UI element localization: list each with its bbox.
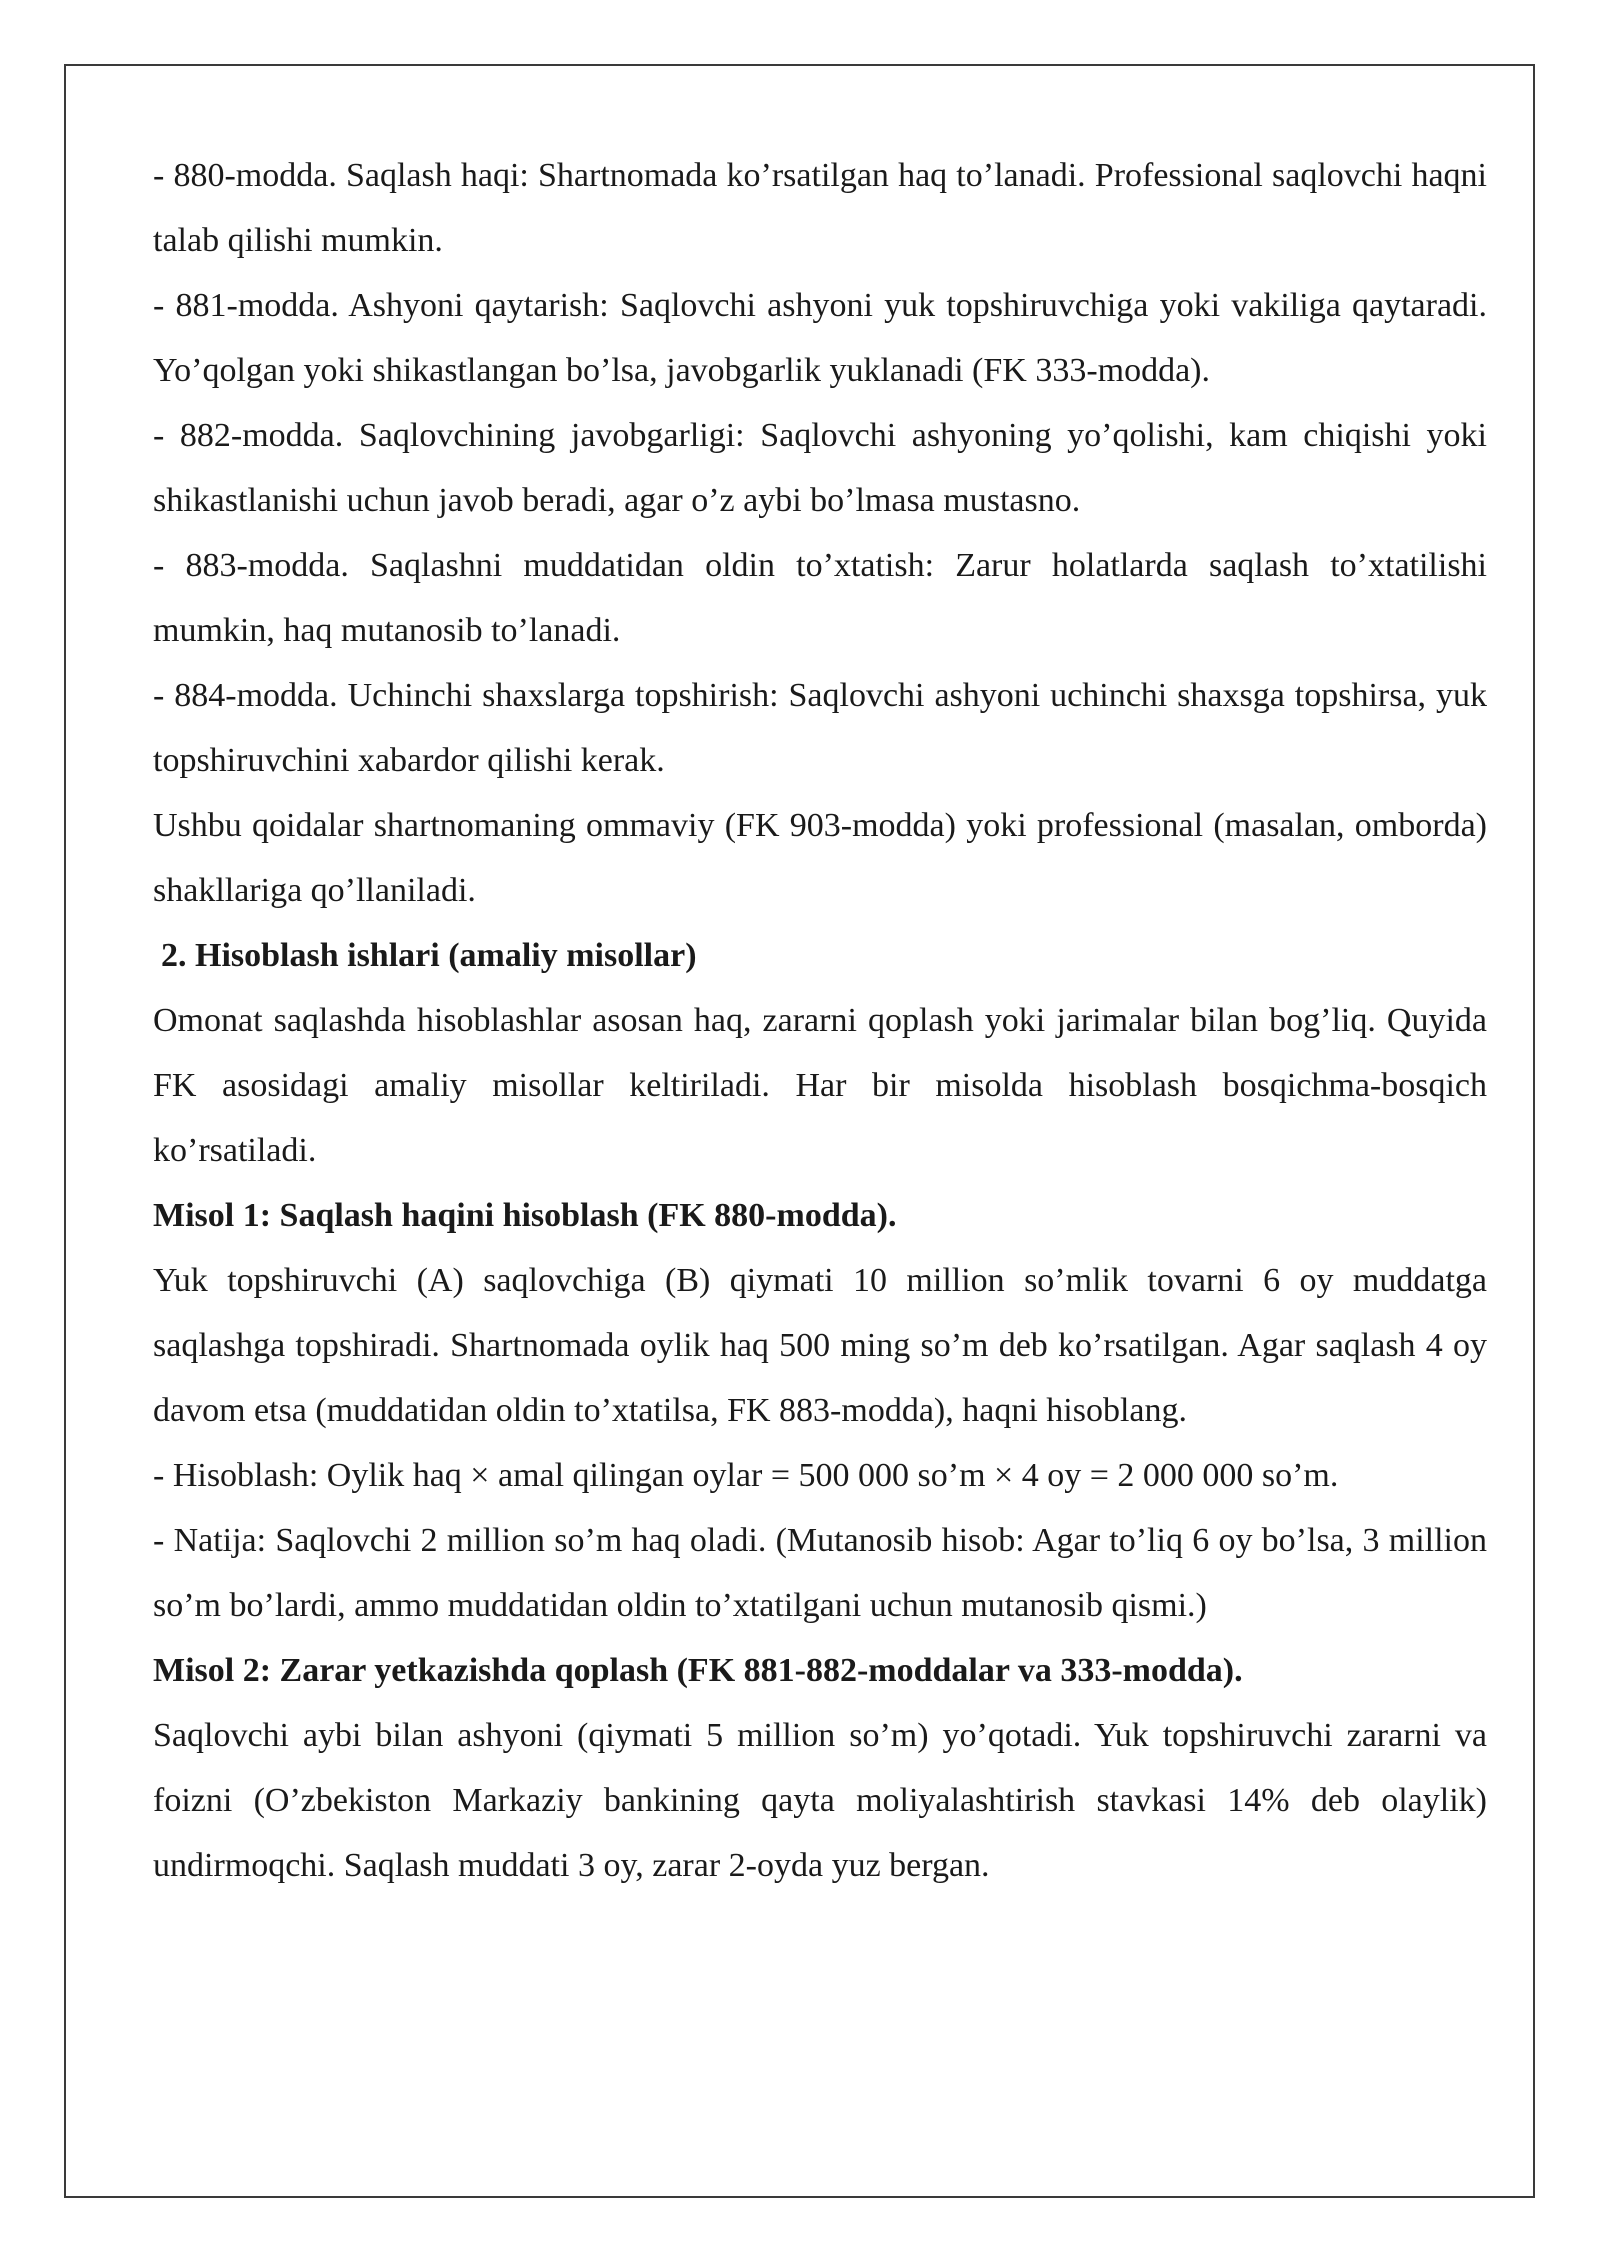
example-1-problem: Yuk topshiruvchi (A) saqlovchiga (B) qiymati 10 million so’mlik tovarni 6 oy muddatga saqlashga topshiradi. Shartnomada oylik haq 500 ming so’m deb ko’rsatilgan. Agar saqlash 4 oy davom etsa (muddatidan oldin to’xtatilsa, FK 883-modda), haqni hisoblang. [153, 1262, 1487, 1429]
paragraph-article-880: - 880-modda. Saqlash haqi: Shartnomada ko’rsatilgan haq to’lanadi. Professional saqlovchi haqni talab qilishi mumkin. [153, 157, 1487, 259]
paragraph-article-884: - 884-modda. Uchinchi shaxslarga topshirish: Saqlovchi ashyoni uchinchi shaxsga topshirsa, yuk topshiruvchini xabardor qilishi kerak. [153, 677, 1487, 779]
example-2-heading: Misol 2: Zarar yetkazishda qoplash (FK 881-882-moddalar va 333-modda). [153, 1652, 1243, 1689]
paragraph-rules-note: Ushbu qoidalar shartnomaning ommaviy (FK 903-modda) yoki professional (masalan, omborda) shakllariga qo’llaniladi. [153, 807, 1487, 909]
paragraph-article-881: - 881-modda. Ashyoni qaytarish: Saqlovchi ashyoni yuk topshiruvchiga yoki vakiliga qaytaradi. Yo’qolgan yoki shikastlangan bo’lsa, javobgarlik yuklanadi (FK 333-modda). [153, 287, 1487, 389]
example-2-problem: Saqlovchi aybi bilan ashyoni (qiymati 5 million so’m) yo’qotadi. Yuk topshiruvchi zararni va foizni (O’zbekiston Markaziy bankining qayta moliyalashtirish stavkasi 14% deb olaylik) undirmoqchi. Saqlash muddati 3 oy, zarar 2-oyda yuz bergan. [153, 1717, 1487, 1884]
document-body [153, 143, 1487, 1898]
paragraph-article-882: - 882-modda. Saqlovchining javobgarligi: Saqlovchi ashyoning yo’qolishi, kam chiqishi yoki shikastlanishi uchun javob beradi, agar o’z aybi bo’lmasa mustasno. [153, 417, 1487, 519]
section-heading: 2. Hisoblash ishlari (amaliy misollar) [161, 937, 697, 974]
example-1-heading: Misol 1: Saqlash haqini hisoblash (FK 880-modda). [153, 1197, 897, 1234]
paragraph-article-883: - 883-modda. Saqlashni muddatidan oldin to’xtatish: Zarur holatlarda saqlash to’xtatilishi mumkin, haq mutanosib to’lanadi. [153, 547, 1487, 649]
example-1-result: - Natija: Saqlovchi 2 million so’m haq oladi. (Mutanosib hisob: Agar to’liq 6 oy bo’lsa, 3 million so’m bo’lardi, ammo muddatidan oldin to’xtatilgani uchun mutanosib qismi.) [153, 1522, 1487, 1624]
example-1-calculation: - Hisoblash: Oylik haq × amal qilingan oylar = 500 000 so’m × 4 oy = 2 000 000 so’m. [153, 1457, 1339, 1494]
paragraph-section-intro: Omonat saqlashda hisoblashlar asosan haq, zararni qoplash yoki jarimalar bilan bog’liq. Quyida FK asosidagi amaliy misollar keltiriladi. Har bir misolda hisoblash bosqichma-bosqich ko’rsatiladi. [153, 1002, 1487, 1169]
